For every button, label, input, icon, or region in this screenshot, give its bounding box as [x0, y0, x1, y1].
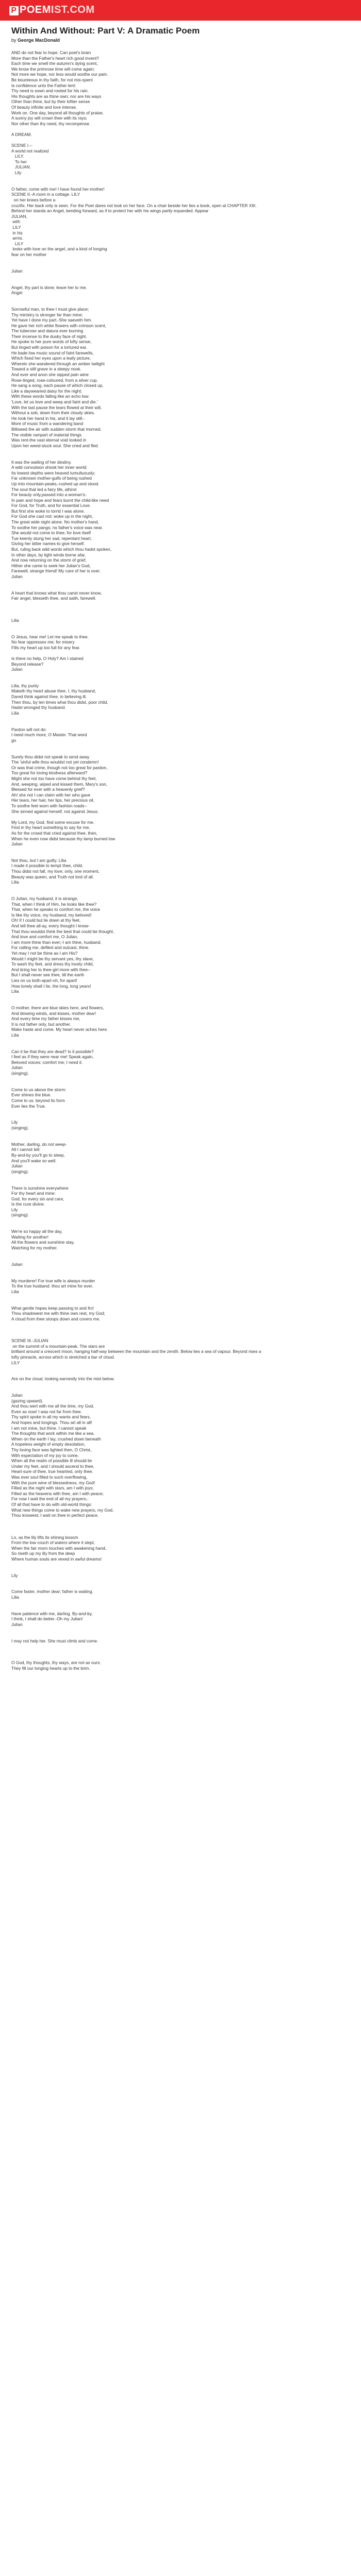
logo-mark-icon: P: [9, 6, 19, 15]
poem-title: Within And Without: Part V: A Dramatic Poem: [11, 26, 200, 36]
poem-content: [11, 26, 347, 1671]
poem-byline: [11, 38, 347, 43]
site-logo[interactable]: [9, 4, 95, 16]
site-header: [0, 0, 361, 21]
byline-prefix: by: [11, 38, 17, 43]
logo-main-text: POEM: [20, 4, 51, 15]
poem-author-link[interactable]: George MacDonald: [18, 38, 60, 43]
logo-suffix-text: IST.COM: [51, 4, 95, 15]
poem-body: AND do not fear to hope. Can poet's brain More than the Father's heart rich good invent? Each time we smell the autumn's dying scent, We know the primrose time will come again; Not more we hope, nor less would soothe our pain. Be bounteous in thy faith, for not mis-spent Is confidence unto the Father lent: Thy need is sown and rooted for his rain. His thoughts are as thine own; nor are his ways Other than thine, but by their loftier sense Of beauty infinite and love intense. Work on. One day, beyond all thoughts of praise, A sunny joy will crown thee with its rays; Nor other than thy need, thy recompense. A DREAM. SCENE I.-- A world not realized LILY. To her JULIAN. Lily O father, come with me! I have found her-mother! SCENE II.-A room in a cottage. LILY on her knees before a crucifix. Her back only is seen. For the Poet dares not look on her face. On a chair beside her lies a book, open at CHAPTER XIII. Behind her stands an Angel, bending forward, as if to protect her with his wings partly expanded. Appear JULIAN, with LILY in his arms. LILY looks with love on the angel, and a kind of longing fear on her mother Julian Angel, thy part is done; leave her to me. Angel Sorrowful man, to thee I must give place; Thy ministry is stronger far than mine; Yet have I done my part.-She saeveth him. He gave her rich white flowers with crimson scent, The tuberose and datura ever burning Their incense to the dusky face of night. He spoke to her pure words of lofty sense, But tinged with poison for a tortured ear. He bade low music sound of faint farewells, Which fixed her eyes upon a leafy picture, Wherein she wandered through an amber twilight Toward a still grave in a sleepy nook. And ever and anon she sipped pain wine Rose-tinged, rose-coloured, from a silver cup. He sang a song, each pause of which closed up, Like a daywearied daisy for the night; With these words falling like an echo low: 'Love, let us love and weep and faint and die.' With the last pause the tears flowed at their will, Without a sob, down from their cloudy skies. He took her hand in his, and it lay still.- More of music from a wandering band Billowed the air with sudden storm that morned. The visible rampart of material things Was rent-the vast eternal void looked in Upon her weed-stuck soul. She cried and fled. It was the wailing of her destiny. A wild convulsion shook her inner world; Its lowest depths were heaved tumultuously; Far unknown mother-gulfs of being rushed Up into mountain-peaks,-rushed up and stood. The soul that led a fairy life, athirst For beauty only,passed into a woman's: In pain and hope and fears burnt the child-like need For God, for Truth, and for essential Love. But first she woke to torrid I was alone. For God she cast not; woke up in the night, The great wide night alone. No mother's hand, To soothe her pangs; no father's voice was near. She would not come to thee; for love itself Tue keenly stung her sad, repentant heart, Giving her bitter names-to give herself. But, ruling back wild words which thou hadst spoken, In other days, by light winds borne afar, And now returning on the storm of grief, Hither she came to seek her Julian's God, Farewell, strange friend! My care of her is over. Julian A heart that knows what thou canst never know, Fair angel, blesseth thee, and saith, farewell. Lilia O Jesus, hear me! Let me speak to thee. No fear oppresses me; for misery Fills my heart up too full for any fear. Is there no help, O Holy? Am I stained Beyond release? Julian Lilia, thy purity Maketh thy heart abuse thee. I, thy husband, Dared think against thee, in believing ill. Then thou, by ten times what thou didst, poor child, Hadst wronged thy husband. Lilia Pardon will not do: I need much more, O Master. That word go Surely thou didst not speak to send away The 'sinful wife thou wouldst not yet condemn! Or was that crime, though not too great for pardon, Too great for loving kindness afterward? Might she not too have come behind thy feet, And, weeping, wiped and kissed them, Mary's son, Blessed for ever with a heavenly grief? Ah! she not I can claim with her who gave Her tears, her hair, her lips, her precious oil, To soothe feet worn with fashion roads-- She sinned against herself, not against Jesus. My Lord, my God, find some excuse for me. Find in thy heart something to say for me, As for the crowd that cried against thee, then, When he even now didst because thy lamp burned low Julian Not thou, but I am guilty. Lilia I made it possible to tempt thee, child. Thou didst not fall, my love; only, one moment, Beauty was queen, and Truth not lord of all. Lilia O Julian, my husband, it is strange, That, when I think of Him, he looks like thee? That, when he speaks to comfort me, the voice Is like thy voice, my husband, my beloved! Oh! if I could but lie down at thy feet, And tell thee all-ay, every thought I know- That thou wouldst think the best that could be thought, And love and comfort me, O Julian, I am more thine than ever;-I am thine, husband. For calling me, defiled and outcast, thine. Yet may I not be thine as I am His? Would I might be thy servant yes, thy slave, To wash thy feet, and dress thy lovely child, And bring her to thee-girl more with thee-- But I shall never see thee, till the earth Lies on us both-apart-oh, for apart! How lonely shall I lie, the long, long years! Lilia O mother, there are blue skies here, and flowers, And blowing winds, and kisses, mother dear! And every time my father kisses me, It is not father only, but another. Make haste and come. My heart never aches here. Lilia Can it be that they are dead? Is it possible? I feel as if they were near me! Speak again, Beloved voices; comfort me; I need it. Julian (singing). Come to us above the storm: Ever shines the blue. Come to us: beyond its form Ever lies the True. Lily (singing). Mother, darling, do not weep- All I cannot tell: By-and-by you'll go to sleep, And you'll wake so well. Julian (singing). There is sunshine everywhere For thy heart and mine: God, for every sin and care, Is the cure divine. Lily (singing). We're so happy all the day, Waiting for another! All the flowers and sunshine stay, Watching for my mother. Julian My murderer! For true wife is always murder To the true husband: thou art mine for ever. Lilia What gentle hopes keep passing to and fro! Thou shadowest me with thine own rest, my God; A cloud from thee stoops down and covers me. SCENE III.-JULIAN on the summit of a mountain-peak. The stars are brilliant around a crescent moon, hanging half-way between the mountain and the zenith. Below lies a sea of vapour. Beyond rises a lofty pinnacle, across which is stretched a bar of cloud. LILY Are on the cloud, looking earnestly into the mist below. Julian (gazing upward). And thou wert with me all the time, my God, Even as now! I was not far from thee. Thy spirit spoke in all my wants and fears, And hopes and longings. Thou art all in all! I am not mine, but thine. I cannot speak The thoughts that work within me like a sea. When on the earth I lay, crushed down beneath A hopeless weight of empty desolation, Thy loving face was lighted then, O Christ, With expectation of my joy to come, When all the realm of possible ill should lie Under my feet, and I should ascend to thee, Heart-sure of thee, true heartied, only thee. Was ever soul filled to such overflowing, With the pure wine of blessedness, my God! Filled as the night with stars, am I with joys; Filled as the heavens with thee, am I with peace; For now I wait the end of all my prayers,- Of all that have to do with old-world things: What new things come to wake new prayers, my God, Thou knowest; I wait on thee in perfect peace. Lo, as the lily lifts its shining bosom From the low couch of waters where it slept, When the fair morn touches with awakening hand, So riseth up my lily from the deep Where human souls are vexed in awful dreams! Lily Come faster, mother dear; father is waiting. Lilia Have patience with me, darling. By-and-by, I think, I shall do better.-Oh my Julian! Julian I may not help her. She must climb and come. O God, thy thoughts, thy ways, are not as ours: They fill our longing hearts up to the brim.: [11, 50, 261, 1671]
